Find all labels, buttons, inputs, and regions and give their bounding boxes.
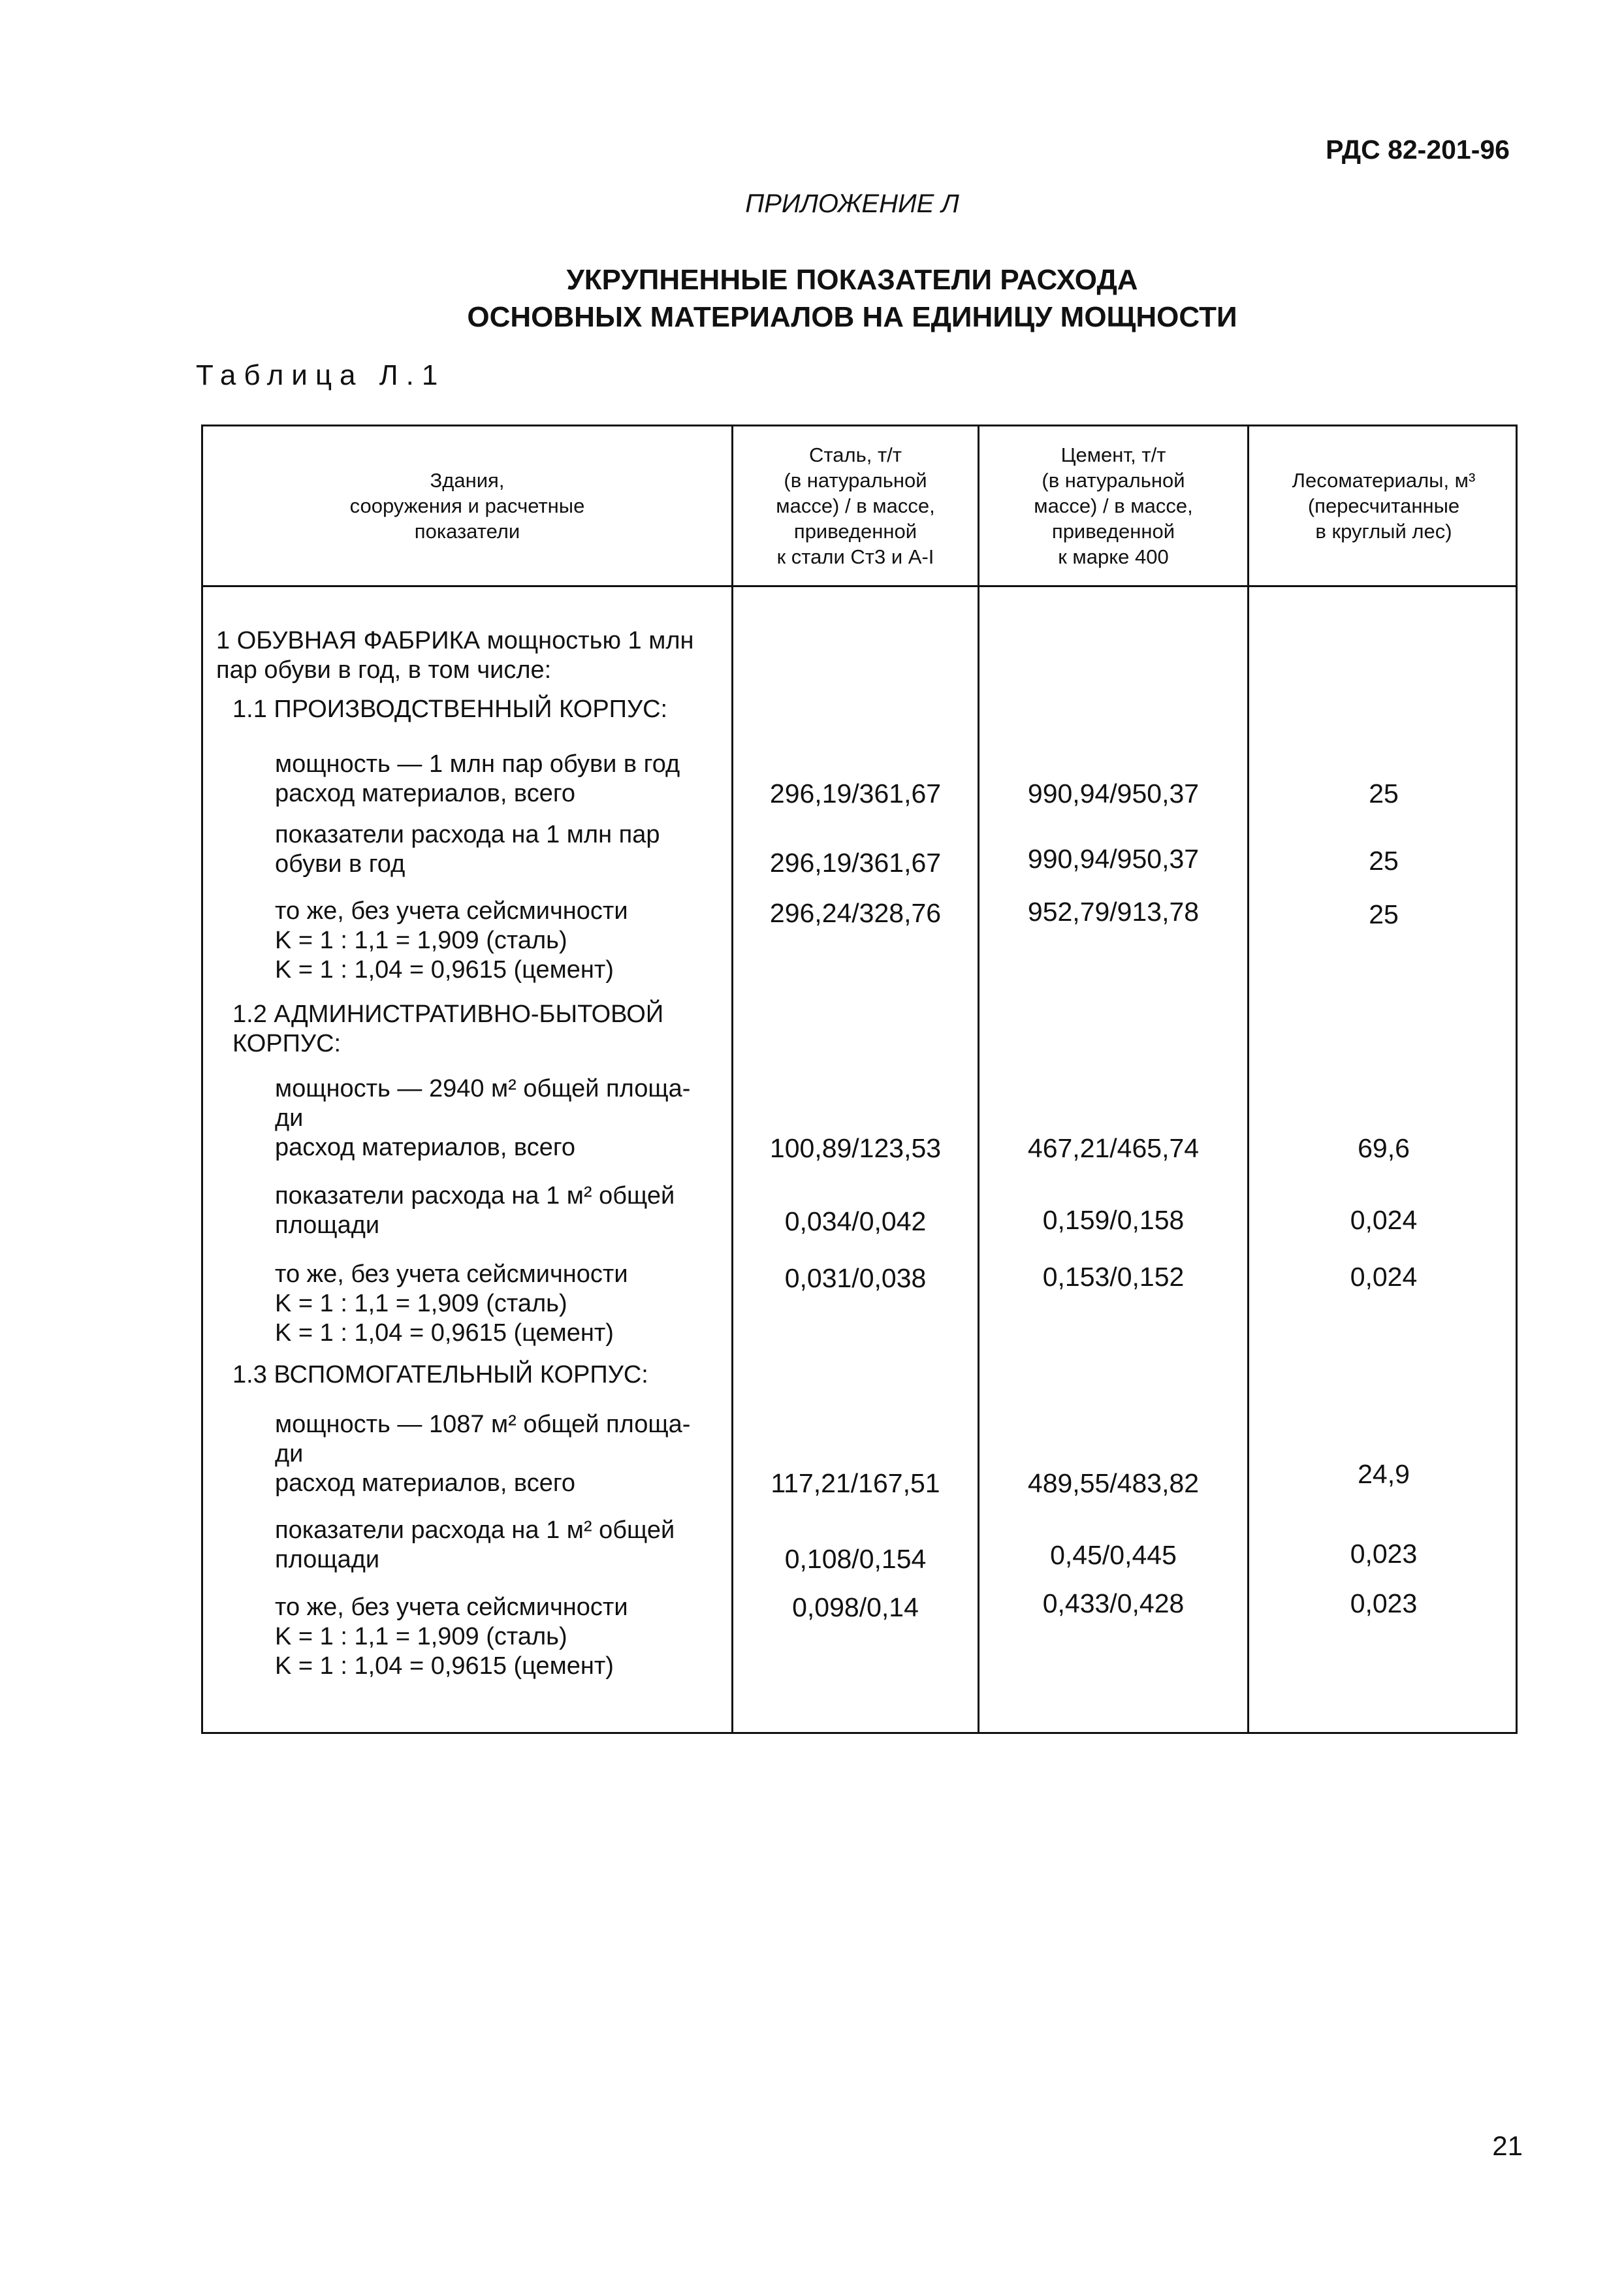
column-header-buildings: Здания, сооружения и расчетные показатели (349, 469, 585, 543)
column-header-timber: Лесоматериалы, м³ (пересчитанные в круглый лес) (1292, 469, 1476, 543)
table-row-label: то же, без учета сейсмичности K = 1 : 1,1 = 1,909 (сталь) K = 1 : 1,04 = 0,9615 (цемент) (275, 1594, 628, 1680)
column-divider (731, 426, 733, 1732)
cement-value: 990,94/950,37 (1027, 778, 1200, 809)
cement-value: 990,94/950,37 (1027, 844, 1200, 874)
header-divider (203, 585, 1516, 587)
cement-value: 489,55/483,82 (1027, 1468, 1200, 1498)
column-divider (1247, 426, 1249, 1732)
steel-value: 117,21/167,51 (771, 1468, 940, 1498)
timber-value: 0,024 (1350, 1205, 1418, 1235)
steel-value: 296,19/361,67 (769, 778, 942, 809)
table-row-label: 1 ОБУВНАЯ ФАБРИКА мощностью 1 млн пар обуви в год, в том числе: (216, 627, 694, 684)
table-row-label: то же, без учета сейсмичности K = 1 : 1,1 = 1,909 (сталь) K = 1 : 1,04 = 0,9615 (цемент) (275, 897, 628, 984)
steel-value: 296,19/361,67 (769, 848, 942, 878)
steel-value: 0,108/0,154 (784, 1544, 927, 1574)
steel-value: 100,89/123,53 (769, 1133, 942, 1163)
column-divider (978, 426, 979, 1732)
timber-value: 0,023 (1350, 1539, 1418, 1569)
table-row-label: 1.3 ВСПОМОГАТЕЛЬНЫЙ КОРПУС: (232, 1361, 648, 1388)
title-line-1: УКРУПНЕННЫЕ ПОКАЗАТЕЛИ РАСХОДА (566, 264, 1138, 296)
table-row-label: 1.2 АДМИНИСТРАТИВНО-БЫТОВОЙ КОРПУС: (232, 1001, 664, 1057)
steel-value: 296,24/328,76 (769, 898, 942, 928)
column-header-cement: Цемент, т/т (в натуральной массе) / в массе, приведенной к марке 400 (1034, 443, 1193, 568)
table-row-label: мощность — 1087 м² общей площа- ди расход материалов, всего (275, 1411, 691, 1497)
steel-value: 0,098/0,14 (792, 1592, 919, 1622)
cement-value: 0,433/0,428 (1042, 1588, 1185, 1618)
table-row-label: показатели расхода на 1 м² общей площади (275, 1516, 675, 1573)
table-row-label: 1.1 ПРОИЗВОДСТВЕННЫЙ КОРПУС: (232, 696, 668, 723)
timber-value: 25 (1369, 899, 1399, 929)
timber-value: 69,6 (1358, 1133, 1410, 1163)
cement-value: 0,45/0,445 (1050, 1540, 1177, 1570)
table-row-label: мощность — 1 млн пар обуви в год расход материалов, всего (275, 750, 680, 807)
table-row-label: показатели расхода на 1 м² общей площади (275, 1182, 675, 1239)
steel-value: 0,034/0,042 (784, 1206, 927, 1236)
table-caption: Таблица Л.1 (196, 359, 446, 391)
page-number: 21 (1492, 2130, 1523, 2161)
column-header-steel: Сталь, т/т (в натуральной массе) / в массе, приведенной к стали Ст3 и А-I (776, 443, 935, 568)
timber-value: 0,023 (1350, 1588, 1418, 1618)
appendix-label: ПРИЛОЖЕНИЕ Л (745, 189, 959, 218)
cement-value: 0,159/0,158 (1042, 1205, 1185, 1235)
materials-table (201, 425, 1518, 1734)
table-row-label: мощность — 2940 м² общей площа- ди расход материалов, всего (275, 1075, 691, 1161)
document-code: РДС 82-201-96 (1326, 135, 1510, 165)
cement-value: 0,153/0,152 (1042, 1262, 1185, 1292)
title-line-2: ОСНОВНЫХ МАТЕРИАЛОВ НА ЕДИНИЦУ МОЩНОСТИ (467, 301, 1237, 333)
timber-value: 24,9 (1358, 1459, 1410, 1489)
table-row-label: то же, без учета сейсмичности K = 1 : 1,1 = 1,909 (сталь) K = 1 : 1,04 = 0,9615 (цемент) (275, 1260, 628, 1347)
page-title (0, 261, 1624, 336)
cement-value: 467,21/465,74 (1027, 1133, 1200, 1163)
timber-value: 0,024 (1350, 1262, 1418, 1292)
steel-value: 0,031/0,038 (784, 1263, 927, 1293)
cement-value: 952,79/913,78 (1027, 897, 1200, 927)
timber-value: 25 (1369, 778, 1399, 809)
table-row-label: показатели расхода на 1 млн пар обуви в год (275, 821, 660, 878)
timber-value: 25 (1369, 846, 1399, 876)
